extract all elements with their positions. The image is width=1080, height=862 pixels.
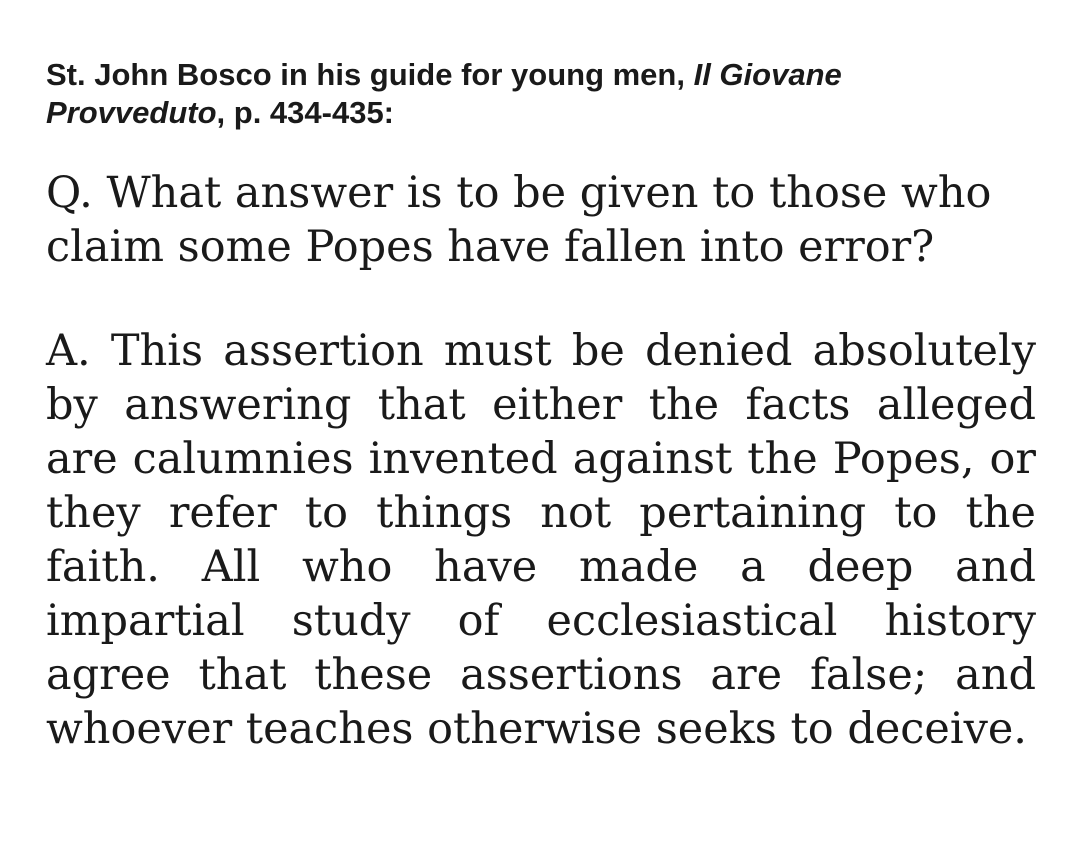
citation-work-title-part1: Il Giovane xyxy=(693,57,842,92)
document-page xyxy=(46,56,1036,756)
citation-work-title-part2: Provveduto xyxy=(46,95,217,130)
answer-paragraph: A. This assertion must be denied absolutely by answering that either the facts alleged are calumnies invented against the Popes, or they refer to things not pertaining to the faith. All who have made a deep and impartial study of ecclesiastical history agree that these assertions are false; and whoever teaches otherwise seeks to deceive. xyxy=(46,326,1036,754)
citation-suffix: , p. 434-435: xyxy=(216,95,395,130)
source-citation xyxy=(46,56,1036,132)
question-paragraph: Q. What answer is to be given to those who claim some Popes have fallen into error? xyxy=(46,168,992,272)
citation-prefix: St. John Bosco in his guide for young men, xyxy=(46,57,694,92)
